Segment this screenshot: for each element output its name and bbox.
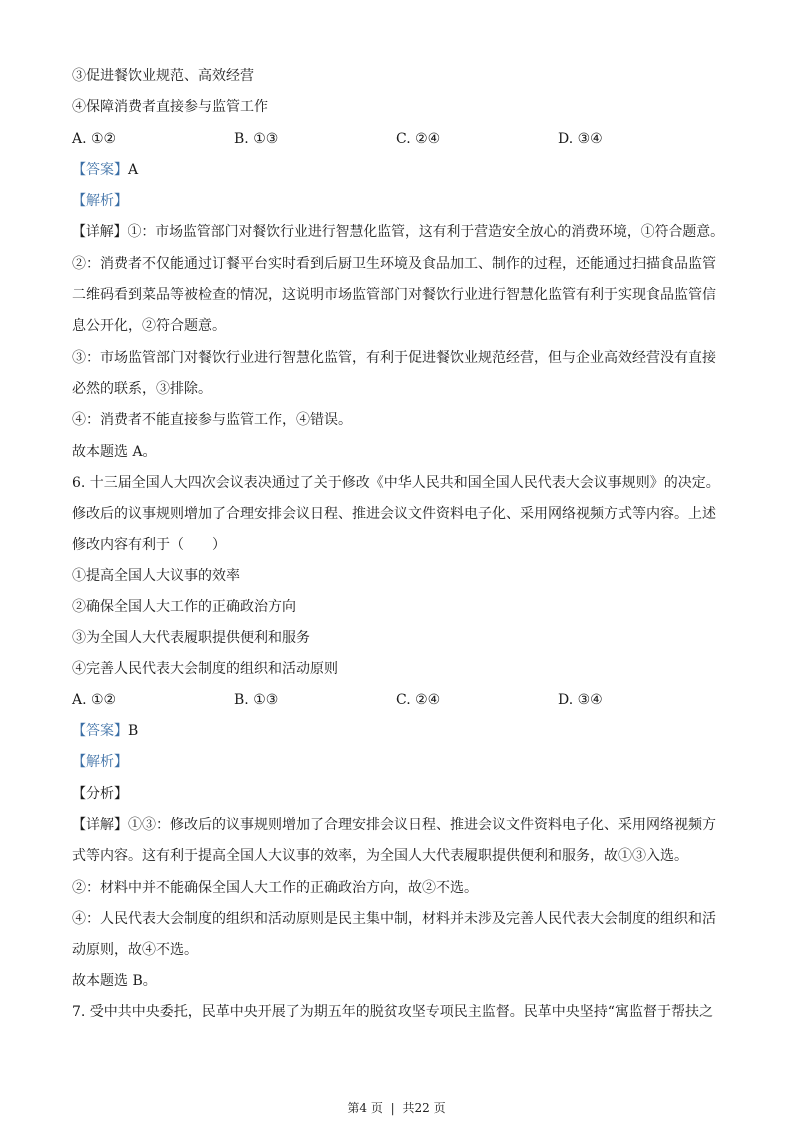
q5-detail-7: ④：消费者不能直接参与监管工作，④错误。 [72,412,352,428]
q6-detail-2: 式等内容。这有利于提高全国人大议事的效率，为全国人大代表履职提供便利和服务，故①③入选。 [72,848,688,864]
q5-analysis-tag: 【解析】 [72,193,128,209]
q5-detail-2: ②：消费者不仅能通过订餐平台实时看到后厨卫生环境及食品加工、制作的过程，还能通过扫描食品监管 [72,256,716,272]
q6-answer-tag: 【答案】 [72,723,128,739]
q6-option-d: D. ③④ [558,692,603,708]
q7-stem-1: 7. 受中共中央委托，民革中央开展了为期五年的脱贫攻坚专项民主监督。民革中央坚持“寓监督于帮扶之 [72,1004,713,1020]
q6-analysis [72,752,128,772]
q6-detail-1: 【详解】①③：修改后的议事规则增加了合理安排会议日程、推进会议文件资料电子化、采用网络视频方 [72,817,716,833]
q5-analysis [72,191,128,211]
q5-option-d: D. ③④ [558,131,603,147]
page-total: 共22 页 [402,1101,446,1115]
q5-detail-1: 【详解】①：市场监管部门对餐饮行业进行智慧化监管，这有利于营造安全放心的消费环境，①符合题意。 [72,224,725,240]
q6-item-4: ④完善人民代表大会制度的组织和活动原则 [72,661,338,677]
q6-item-3: ③为全国人大代表履职提供便利和服务 [72,630,310,646]
q6-detail-3: ②：材料中并不能确保全国人大工作的正确政治方向，故②不选。 [72,880,478,896]
q5-detail-3: 二维码看到菜品等被检查的情况，这说明市场监管部门对餐饮行业进行智慧化监管有利于实现食品监管信 [72,287,716,303]
footer-separator: | [390,1101,395,1115]
q6-option-c: C. ②④ [396,692,441,708]
q6-analysis-tag: 【解析】 [72,754,128,770]
q6-item-1: ①提高全国人大议事的效率 [72,568,240,584]
page-number: 第4 页 [347,1101,383,1115]
q5-item-3: ③促进餐饮业规范、高效经营 [72,68,254,84]
q5-answer-tag: 【答案】 [72,162,128,178]
q5-detail-5: ③：市场监管部门对餐饮行业进行智慧化监管，有利于促进餐饮业规范经营，但与企业高效经营没有直接 [72,350,716,366]
q5-option-a: A. ①② [72,131,117,147]
q6-detail-5: 动原则，故④不选。 [72,942,198,958]
q5-detail-tag: 【详解】 [72,224,128,240]
q6-conclusion: 故本题选 B。 [72,973,157,989]
q5-option-b: B. ①③ [234,131,279,147]
q6-option-b: B. ①③ [234,692,279,708]
q6-option-a: A. ①② [72,692,117,708]
q6-detail-tag: 【详解】 [72,817,128,833]
q5-item-4: ④保障消费者直接参与监管工作 [72,99,268,115]
q6-fenxi-tag: 【分析】 [72,786,128,802]
q5-detail-4: 息公开化，②符合题意。 [72,318,226,334]
q6-stem-3: 修改内容有利于（ ） [72,537,226,553]
q6-stem-2: 修改后的议事规则增加了合理安排会议日程、推进会议文件资料电子化、采用网络视频方式等内容。上述 [72,506,716,522]
q5-answer-value: A [128,162,139,178]
q6-answer-value: B [128,723,139,739]
q5-option-c: C. ②④ [396,131,441,147]
q5-detail-6: 必然的联系，③排除。 [72,381,212,397]
q5-answer [72,160,138,180]
q6-detail-4: ④：人民代表大会制度的组织和活动原则是民主集中制，材料并未涉及完善人民代表大会制度的组织和活 [72,911,716,927]
q6-fenxi [72,784,128,804]
q6-answer [72,721,138,741]
page-footer [0,1100,793,1116]
q6-item-2: ②确保全国人大工作的正确政治方向 [72,599,296,615]
q6-stem-1: 6. 十三届全国人大四次会议表决通过了关于修改《中华人民共和国全国人民代表大会议事规则》的决定。 [72,475,720,491]
q5-conclusion: 故本题选 A。 [72,444,157,460]
